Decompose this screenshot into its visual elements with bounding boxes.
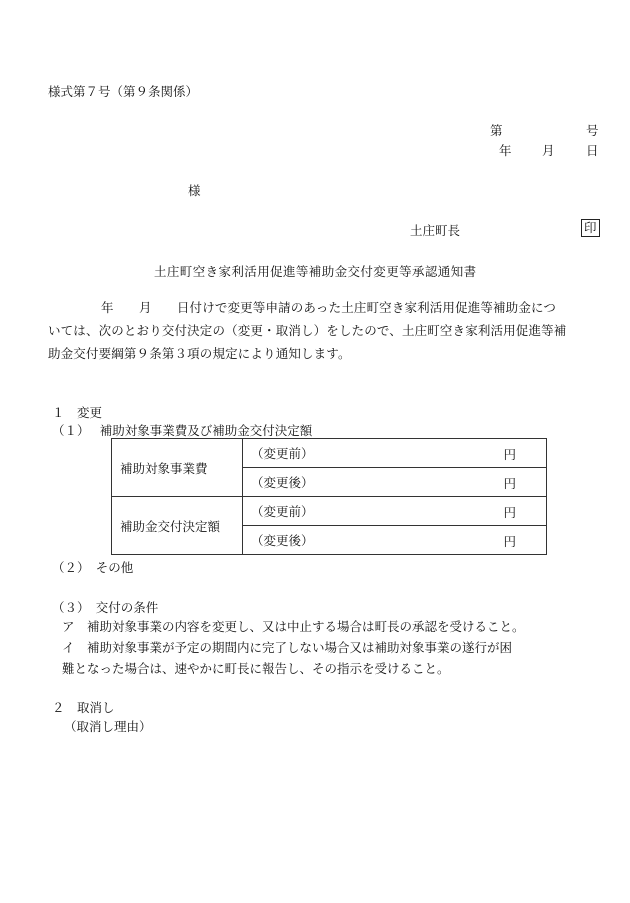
- section1-heading: １ 変更: [52, 405, 103, 420]
- date-year: 年: [499, 143, 512, 158]
- table-value-cell: [243, 526, 547, 555]
- body-line: 助金交付要綱第９条第３項の規定により通知します。: [48, 346, 351, 361]
- change-label: （変更前）: [251, 446, 314, 461]
- yen-unit: 円: [503, 505, 516, 520]
- seal-mark: 印: [581, 219, 600, 237]
- date-day: 日: [586, 143, 599, 158]
- yen-unit: 円: [503, 476, 516, 491]
- body-line: 年 月 日付けで変更等申請のあった土庄町空き家利活用促進等補助金につ: [101, 300, 557, 315]
- table-category-cell: 補助対象事業費: [112, 439, 243, 497]
- body-line: いては、次のとおり交付決定の（変更・取消し）をしたので、土庄町空き家利活用促進等補: [48, 323, 567, 338]
- table-value-cell: [243, 468, 547, 497]
- doc-number-go: 号: [586, 123, 599, 138]
- addressee-suffix: 様: [188, 183, 201, 198]
- condition-item: イ 補助対象事業が予定の期間内に完了しない場合又は補助対象事業の遂行が困: [62, 640, 513, 655]
- section2-heading: ２ 取消し: [52, 700, 115, 715]
- change-label: （変更後）: [251, 475, 314, 490]
- body-paragraph: [48, 296, 608, 365]
- issuer-name: 土庄町長: [410, 223, 461, 238]
- table-value-cell: [243, 439, 547, 468]
- table-value-cell: [243, 497, 547, 526]
- table-row: [112, 497, 547, 526]
- change-label: （変更前）: [251, 504, 314, 519]
- section1-sub3: （３） 交付の条件: [52, 600, 159, 615]
- section1-sub1: （１） 補助対象事業費及び補助金交付決定額: [52, 423, 313, 438]
- table-row: [112, 439, 547, 468]
- cancellation-reason-label: （取消し理由）: [64, 719, 152, 734]
- document-title: 土庄町空き家利活用促進等補助金交付変更等承認通知書: [154, 264, 477, 279]
- form-number: 様式第７号（第９条関係）: [48, 84, 199, 99]
- yen-unit: 円: [503, 534, 516, 549]
- yen-unit: 円: [503, 447, 516, 462]
- table-category-cell: 補助金交付決定額: [112, 497, 243, 555]
- section1-sub2: （２） その他: [52, 560, 134, 575]
- date-month: 月: [542, 143, 555, 158]
- condition-item: ア 補助対象事業の内容を変更し、又は中止する場合は町長の承認を受けること。: [62, 619, 525, 634]
- amount-table: [111, 438, 547, 555]
- condition-item: 難となった場合は、速やかに町長に報告し、その指示を受けること。: [62, 661, 450, 676]
- doc-number-dai: 第: [490, 123, 503, 138]
- change-label: （変更後）: [251, 533, 314, 548]
